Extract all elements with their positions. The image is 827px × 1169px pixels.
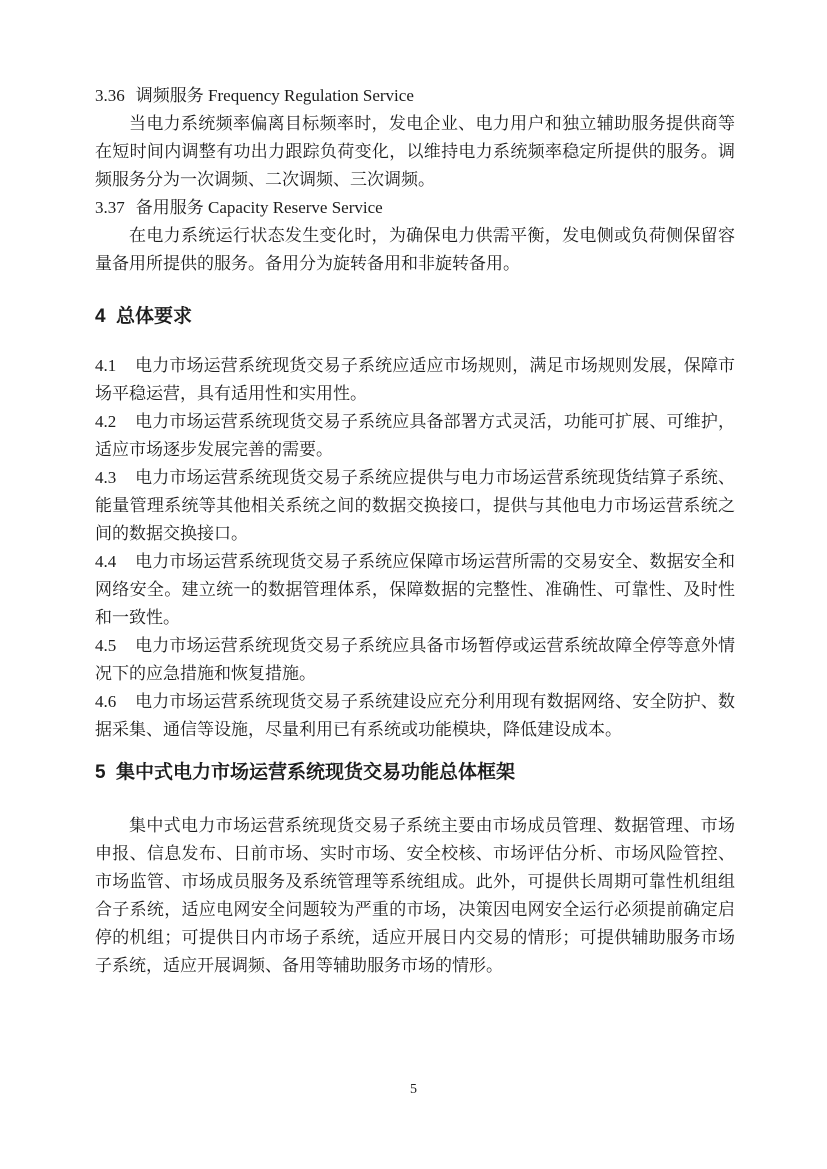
definition-3-37-heading <box>95 194 735 222</box>
clause-4-3 <box>95 464 735 548</box>
clause-text: 电力市场运营系统现货交易子系统应适应市场规则，满足市场规则发展，保障市场平稳运营，具有适用性和实用性。 <box>95 356 735 403</box>
clause-4-1 <box>95 352 735 408</box>
clause-4-4 <box>95 548 735 632</box>
section-number: 5 <box>95 762 106 783</box>
clause-number: 4.2 <box>95 412 117 431</box>
clause-number: 4.3 <box>95 468 117 487</box>
section-5-heading <box>95 760 735 786</box>
definition-body: 在电力系统运行状态发生变化时，为确保电力供需平衡，发电侧或负荷侧保留容量备用所提供的服务。备用分为旋转备用和非旋转备用。 <box>95 226 735 273</box>
clause-text: 电力市场运营系统现货交易子系统建设应充分利用现有数据网络、安全防护、数据采集、通信等设施，尽量利用已有系统或功能模块，降低建设成本。 <box>95 692 735 739</box>
clause-4-5 <box>95 632 735 688</box>
section-title: 集中式电力市场运营系统现货交易功能总体框架 <box>116 762 516 783</box>
definition-body: 当电力系统频率偏离目标频率时，发电企业、电力用户和独立辅助服务提供商等在短时间内调整有功出力跟踪负荷变化，以维持电力系统频率稳定所提供的服务。调频服务分为一次调频、二次调频、三次调频。 <box>95 114 735 189</box>
clause-number: 4.1 <box>95 356 117 375</box>
definition-number: 3.36 <box>95 86 125 105</box>
definition-number: 3.37 <box>95 198 125 217</box>
definition-term-en: Frequency Regulation Service <box>208 86 414 105</box>
clause-text: 电力市场运营系统现货交易子系统应保障市场运营所需的交易安全、数据安全和网络安全。建立统一的数据管理体系，保障数据的完整性、准确性、可靠性、及时性和一致性。 <box>95 552 735 627</box>
definition-3-37 <box>95 194 735 278</box>
definition-3-36 <box>95 82 735 194</box>
definition-3-36-heading <box>95 82 735 110</box>
section-5-body: 集中式电力市场运营系统现货交易子系统主要由市场成员管理、数据管理、市场申报、信息发布、日前市场、实时市场、安全校核、市场评估分析、市场风险管控、市场监管、市场成员服务及系统管理等系统组成。此外，可提供长周期可靠性机组组合子系统，适应电网安全问题较为严重的市场，决策因电网安全运行必须提前确定启停的机组；可提供日内市场子系统，适应开展日内交易的情形；可提供辅助服务市场子系统，适应开展调频、备用等辅助服务市场的情形。 <box>95 816 735 975</box>
definition-term-zh: 备用服务 <box>135 198 204 217</box>
clause-4-2 <box>95 408 735 464</box>
document-content <box>95 82 735 980</box>
clause-number: 4.4 <box>95 552 117 571</box>
definition-term-en: Capacity Reserve Service <box>208 198 383 217</box>
clause-text: 电力市场运营系统现货交易子系统应具备部署方式灵活，功能可扩展、可维护，适应市场逐步发展完善的需要。 <box>95 412 735 459</box>
section-number: 4 <box>95 306 106 327</box>
clause-number: 4.6 <box>95 692 117 711</box>
page-number: 5 <box>410 1082 417 1097</box>
clause-4-6 <box>95 688 735 744</box>
clause-text: 电力市场运营系统现货交易子系统应具备市场暂停或运营系统故障全停等意外情况下的应急措施和恢复措施。 <box>95 636 735 683</box>
clause-text: 电力市场运营系统现货交易子系统应提供与电力市场运营系统现货结算子系统、能量管理系统等其他相关系统之间的数据交换接口，提供与其他电力市场运营系统之间的数据交换接口。 <box>95 468 735 543</box>
section-title: 总体要求 <box>116 306 193 327</box>
definition-term-zh: 调频服务 <box>135 86 204 105</box>
section-4-heading <box>95 304 735 330</box>
clause-number: 4.5 <box>95 636 117 655</box>
